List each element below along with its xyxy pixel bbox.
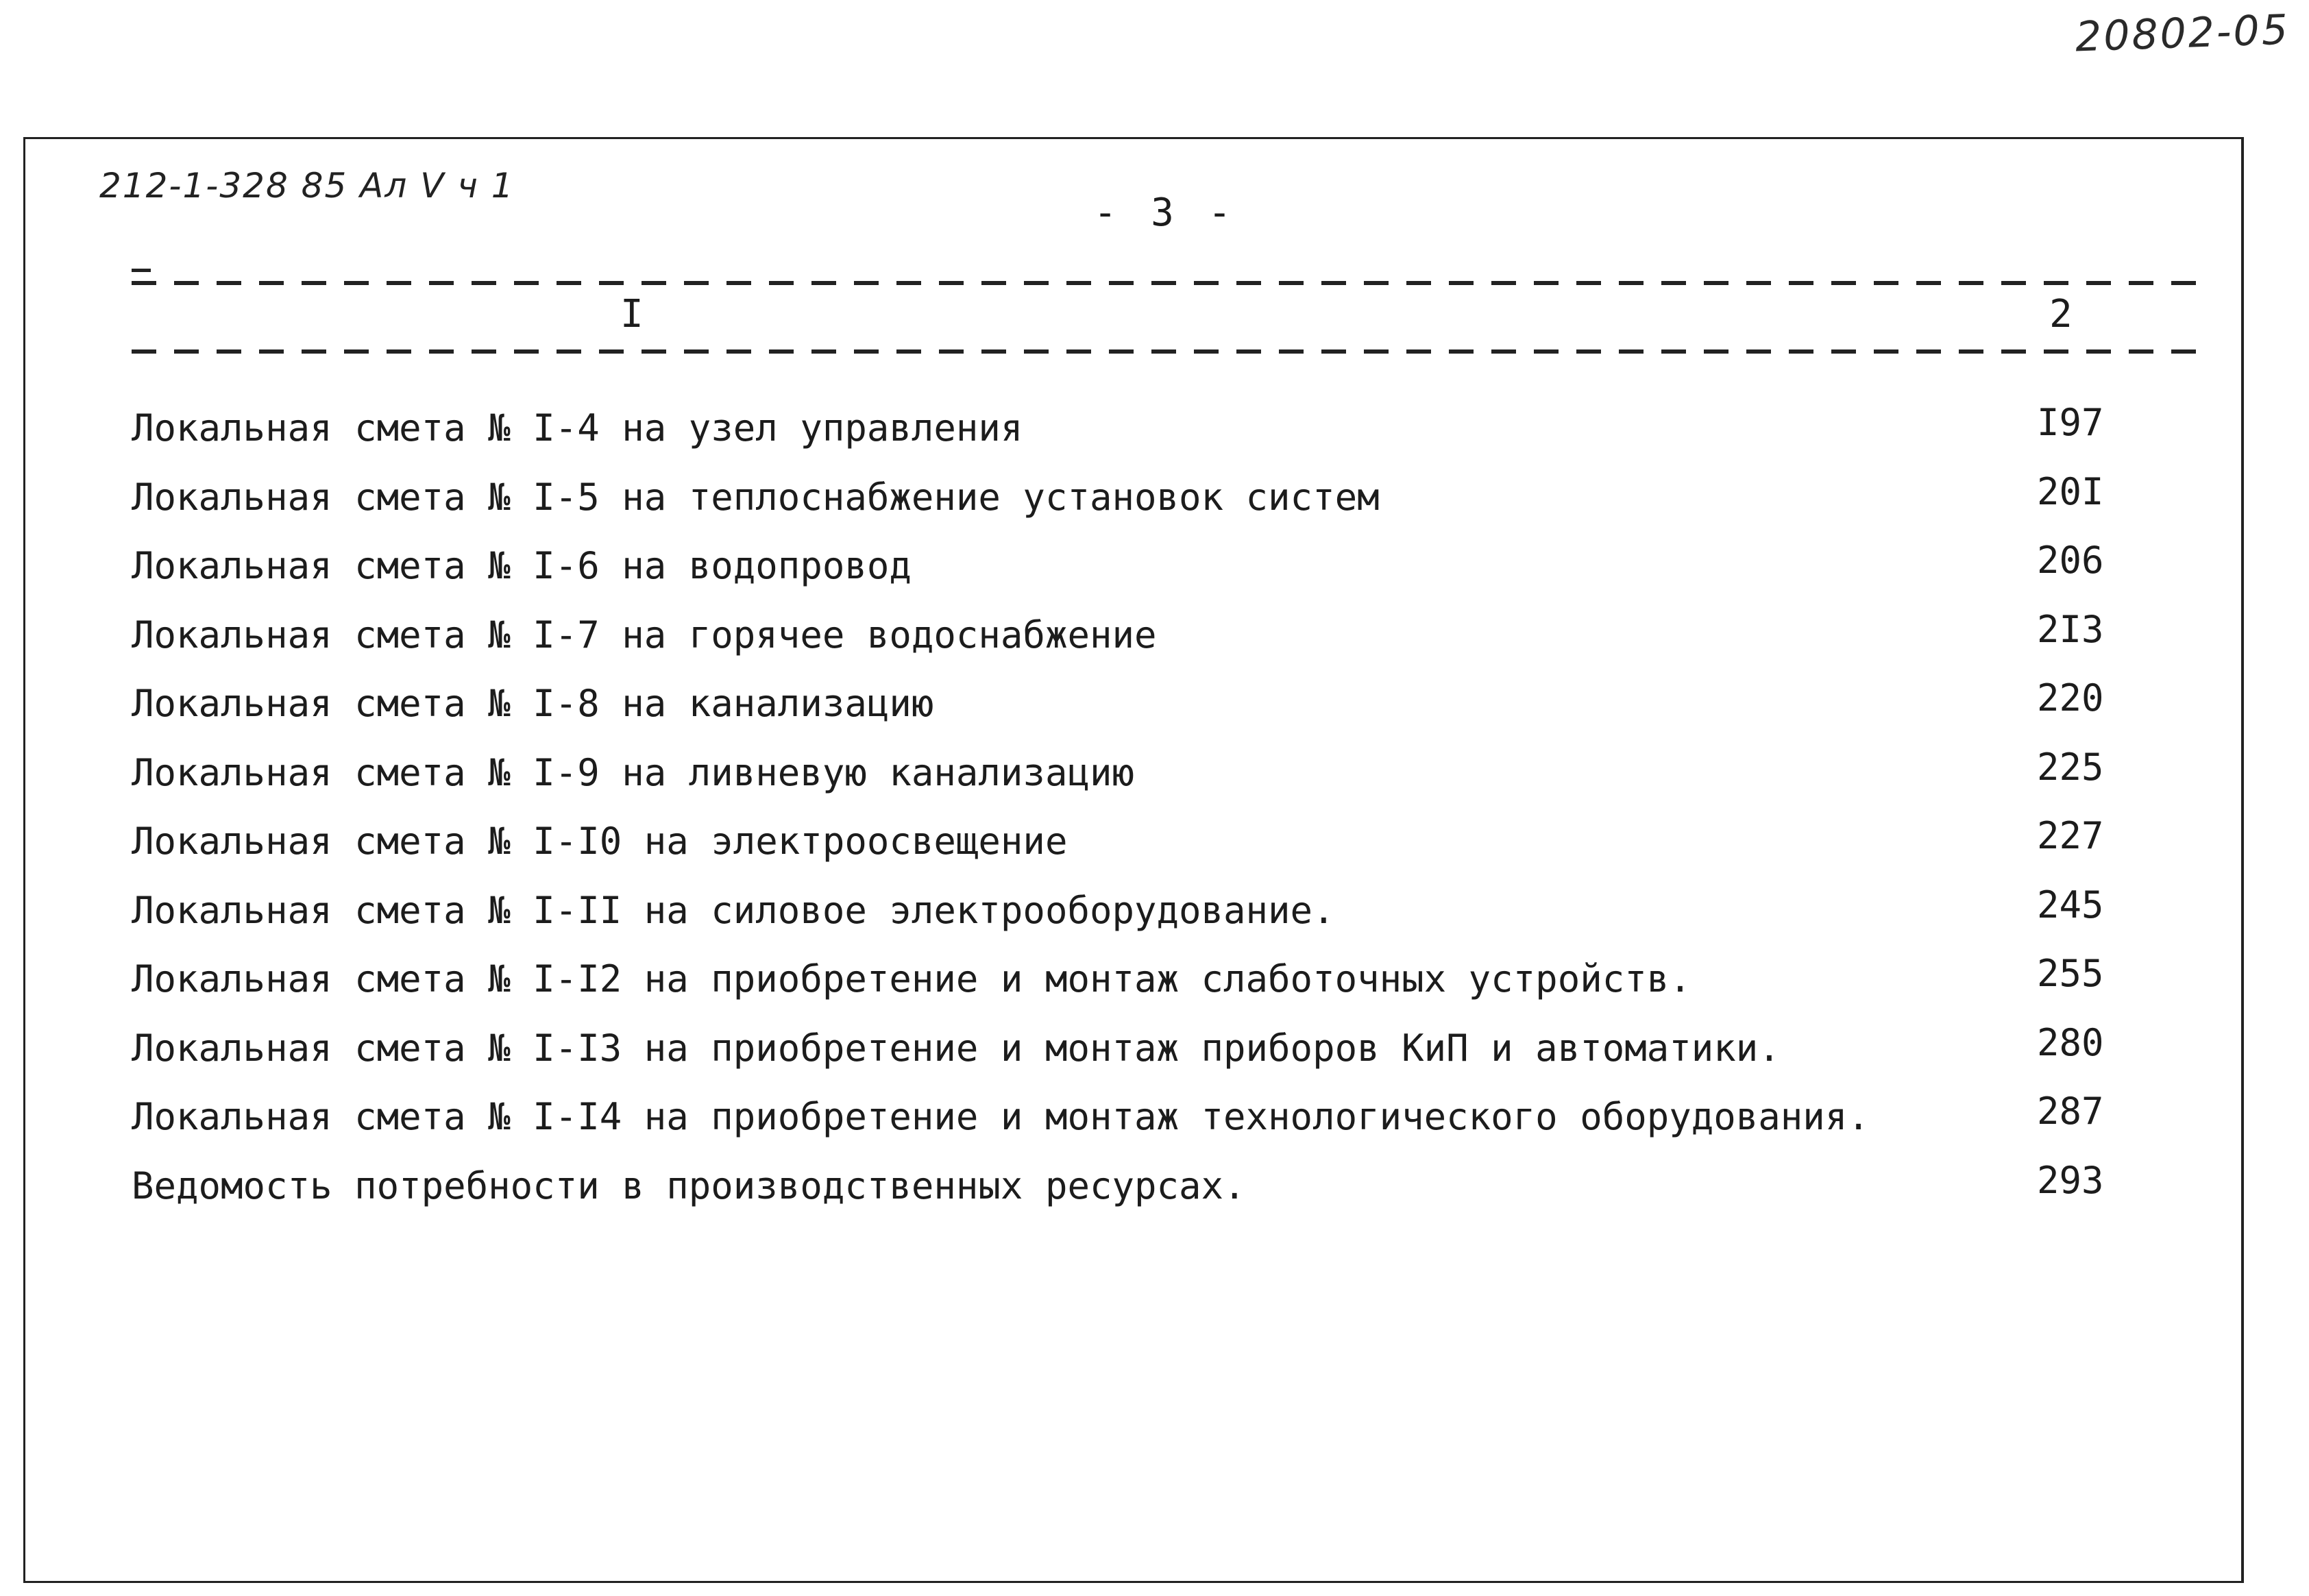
- toc-row: [132, 667, 2201, 737]
- toc-page: 225: [2037, 745, 2104, 789]
- toc-row: [132, 530, 2201, 599]
- toc-title: Локальная смета № I-8 на канализацию: [132, 682, 934, 725]
- corner-code: 20802-05: [2074, 5, 2291, 62]
- toc-page: 2I3: [2037, 607, 2104, 651]
- toc-row: [132, 1081, 2201, 1150]
- toc-row: [132, 1012, 2201, 1081]
- header-dash-line-bottom: [132, 349, 2208, 354]
- toc-page: 220: [2037, 676, 2104, 720]
- toc-row: [132, 461, 2201, 530]
- page-number: - 3 -: [1093, 191, 1237, 235]
- handwritten-ref: 212-1-328 85 Ал V ч 1: [99, 166, 515, 206]
- toc-page: 287: [2037, 1090, 2104, 1133]
- toc-row: [132, 392, 2201, 461]
- toc-row: [132, 737, 2201, 806]
- toc-title: Локальная смета № I-II на силовое электрооборудование.: [132, 888, 1335, 932]
- toc-title: Локальная смета № I-6 на водопровод: [132, 544, 912, 587]
- toc-page: 293: [2037, 1158, 2104, 1202]
- toc-title: Локальная смета № I-9 на ливневую канализацию: [132, 750, 1134, 794]
- toc-title: Локальная смета № I-I3 на приобретение и монтаж приборов КиП и автоматики.: [132, 1026, 1781, 1070]
- toc-title: Ведомость потребности в производственных ресурсах.: [132, 1164, 1246, 1207]
- header-dash-line-top: [132, 281, 2208, 285]
- toc-title: Локальная смета № I-4 на узел управления: [132, 406, 1023, 450]
- toc-row: [132, 874, 2201, 944]
- toc-page: I97: [2037, 401, 2104, 444]
- toc-row: [132, 805, 2201, 874]
- toc-title: Локальная смета № I-5 на теплоснабжение установок систем: [132, 475, 1380, 519]
- toc-title: Локальная смета № I-I4 на приобретение и монтаж технологического оборудования.: [132, 1095, 1870, 1138]
- toc-title: Локальная смета № I-I2 на приобретение и монтаж слаботочных устройств.: [132, 957, 1691, 1000]
- toc-page: 245: [2037, 883, 2104, 926]
- column-header-2: 2: [2049, 292, 2073, 336]
- toc-title: Локальная смета № I-I0 на электроосвещение: [132, 820, 1068, 863]
- toc-page: 206: [2037, 539, 2104, 582]
- toc-page: 255: [2037, 952, 2104, 995]
- toc-row: [132, 943, 2201, 1012]
- toc-title: Локальная смета № I-7 на горячее водоснабжение: [132, 613, 1157, 656]
- toc-page: 20I: [2037, 469, 2104, 513]
- toc-page: 227: [2037, 814, 2104, 857]
- toc-row: [132, 599, 2201, 668]
- toc-page: 280: [2037, 1020, 2104, 1064]
- table-of-contents: [132, 392, 2201, 1218]
- toc-row: [132, 1150, 2201, 1219]
- lead-dash: [132, 269, 151, 272]
- column-header-1: I: [620, 292, 644, 336]
